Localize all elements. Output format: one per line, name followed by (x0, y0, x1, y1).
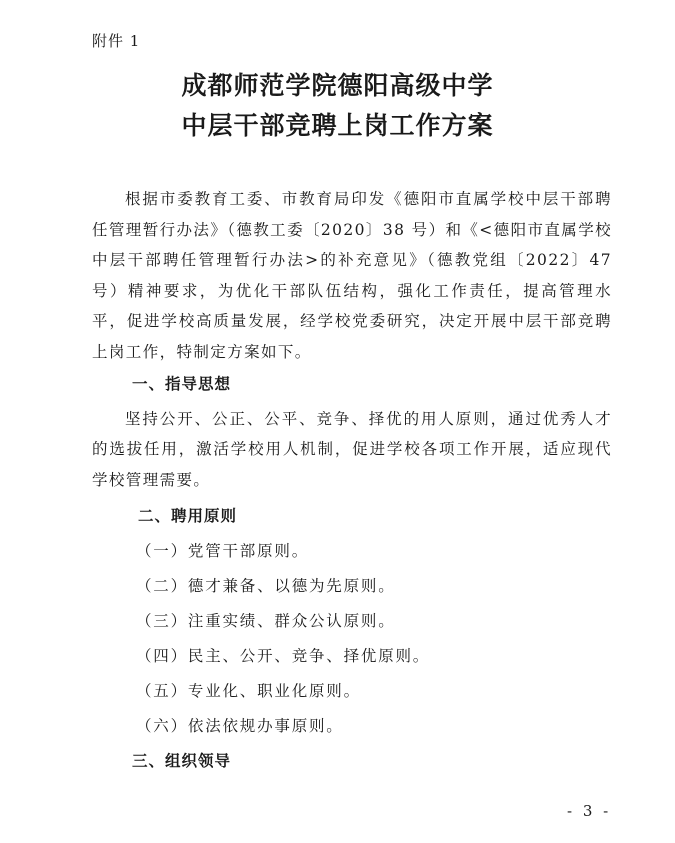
principle-item: （二）德才兼备、以德为先原则。 (136, 576, 396, 595)
section-heading-guiding: 一、指导思想 (132, 375, 232, 393)
document-title-line-2: 中层干部竞聘上岗工作方案 (181, 111, 494, 140)
document-body (92, 184, 612, 776)
principle-item: （六）依法依规办事原则。 (136, 716, 344, 735)
principle-item: （四）民主、公开、竞争、择优原则。 (136, 646, 431, 665)
principle-item: （一）党管干部原则。 (136, 541, 310, 560)
principle-item: （五）专业化、职业化原则。 (136, 681, 361, 700)
section-heading-leadership: 三、组织领导 (132, 751, 232, 770)
page-number: - 3 - (567, 802, 612, 820)
document-title-line-1: 成都师范学院德阳高级中学 (181, 71, 494, 100)
guiding-paragraph: 坚持公开、公正、公平、竞争、择优的用人原则，通过优秀人才的选拔任用，激活学校用人机制，促进学校各项工作开展，适应现代学校管理需要。 (92, 409, 612, 489)
principle-item: （三）注重实绩、群众公认原则。 (136, 611, 396, 630)
section-heading-principles: 二、聘用原则 (138, 507, 238, 525)
intro-paragraph: 根据市委教育工委、市教育局印发《德阳市直属学校中层干部聘任管理暂行办法》（德教工委〔2020〕38 号）和《<德阳市直属学校中层干部聘任管理暂行办法>的补充意见》（德教党组〔2022〕47 号）精神要求，为优化干部队伍结构，强化工作责任，提高管理水平，促进学校高质量发展，经学校党委研究，决定开展中层干部竞聘上岗工作，特制定方案如下。 (92, 190, 612, 361)
principles-list (92, 534, 612, 744)
attachment-label: 附件 1 (92, 32, 141, 50)
